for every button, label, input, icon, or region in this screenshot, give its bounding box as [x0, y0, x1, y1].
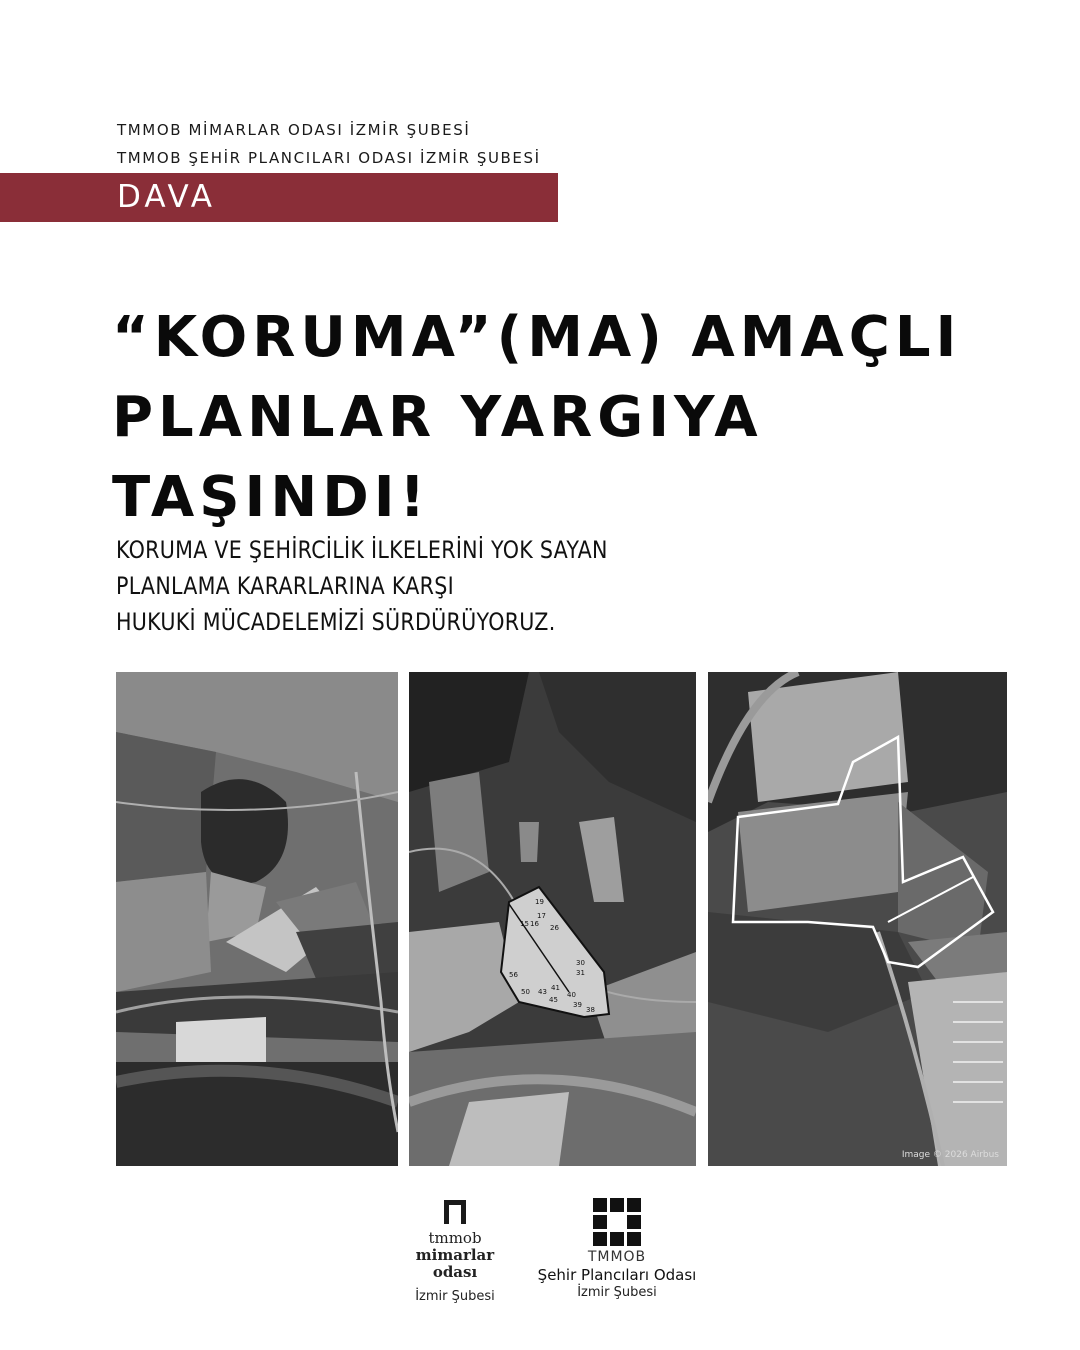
headline [112, 298, 1062, 538]
org-name-mimarlar: TMMOB MİMARLAR ODASI İZMİR ŞUBESİ [117, 121, 471, 139]
parcel-label: 40 [567, 991, 576, 999]
parcel-label: 26 [550, 924, 559, 932]
parcel-label: 31 [576, 969, 585, 977]
category-band [0, 173, 558, 222]
parcel-label: 45 [549, 996, 558, 1004]
sehir-logo-line-2: Şehir Plancıları Odası [537, 1266, 697, 1284]
parcel-label: 15 [520, 920, 529, 928]
sehir-logo-line-1: TMMOB [587, 1249, 647, 1265]
subtitle-line-2: PLANLAMA KARARLARINA KARŞI [116, 572, 454, 600]
mimarlar-logo-line-2: mimarlar [415, 1246, 495, 1264]
mimarlar-logo-icon [442, 1198, 468, 1226]
parcel-label: 30 [576, 959, 585, 967]
image-credit: Image © 2026 Airbus [901, 1150, 999, 1160]
mimarlar-logo-line-1: tmmob [428, 1229, 482, 1247]
parcel-label: 19 [535, 898, 544, 906]
parcel-label: 17 [537, 912, 546, 920]
sehir-plancilari-logo-icon [593, 1198, 641, 1246]
org-name-sehir-plancilari: TMMOB ŞEHİR PLANCILARI ODASI İZMİR ŞUBESİ [117, 149, 541, 167]
aerial-photo-1 [116, 672, 398, 1166]
sehir-logo-branch: İzmir Şubesi [577, 1285, 657, 1300]
mimarlar-logo-line-3: odası [432, 1263, 478, 1281]
category-tag: DAVA [117, 179, 216, 215]
parcel-label: 38 [586, 1006, 595, 1014]
subtitle [116, 532, 608, 640]
headline-line-2: PLANLAR YARGIYA TAŞINDI! [112, 385, 763, 530]
logo-mimarlar-odasi [400, 1198, 510, 1304]
mimarlar-logo-branch: İzmir Şubesi [415, 1289, 495, 1304]
aerial-photo-2 [409, 672, 696, 1166]
parcel-label: 50 [521, 988, 530, 996]
parcel-label: 43 [538, 988, 547, 996]
headline-line-1: “KORUMA”(MA) AMAÇLI [112, 305, 962, 370]
subtitle-line-3: HUKUKİ MÜCADELEMİZİ SÜRDÜRÜYORUZ. [116, 608, 556, 636]
parcel-label: 39 [573, 1001, 582, 1009]
parcel-label: 16 [530, 920, 539, 928]
subtitle-line-1: KORUMA VE ŞEHİRCİLİK İLKELERİNİ YOK SAYAN [116, 536, 608, 564]
parcel-label: 41 [551, 984, 560, 992]
parcel-label: 56 [509, 971, 518, 979]
aerial-photo-3 [708, 672, 1007, 1166]
logo-sehir-plancilari-odasi [528, 1198, 706, 1300]
